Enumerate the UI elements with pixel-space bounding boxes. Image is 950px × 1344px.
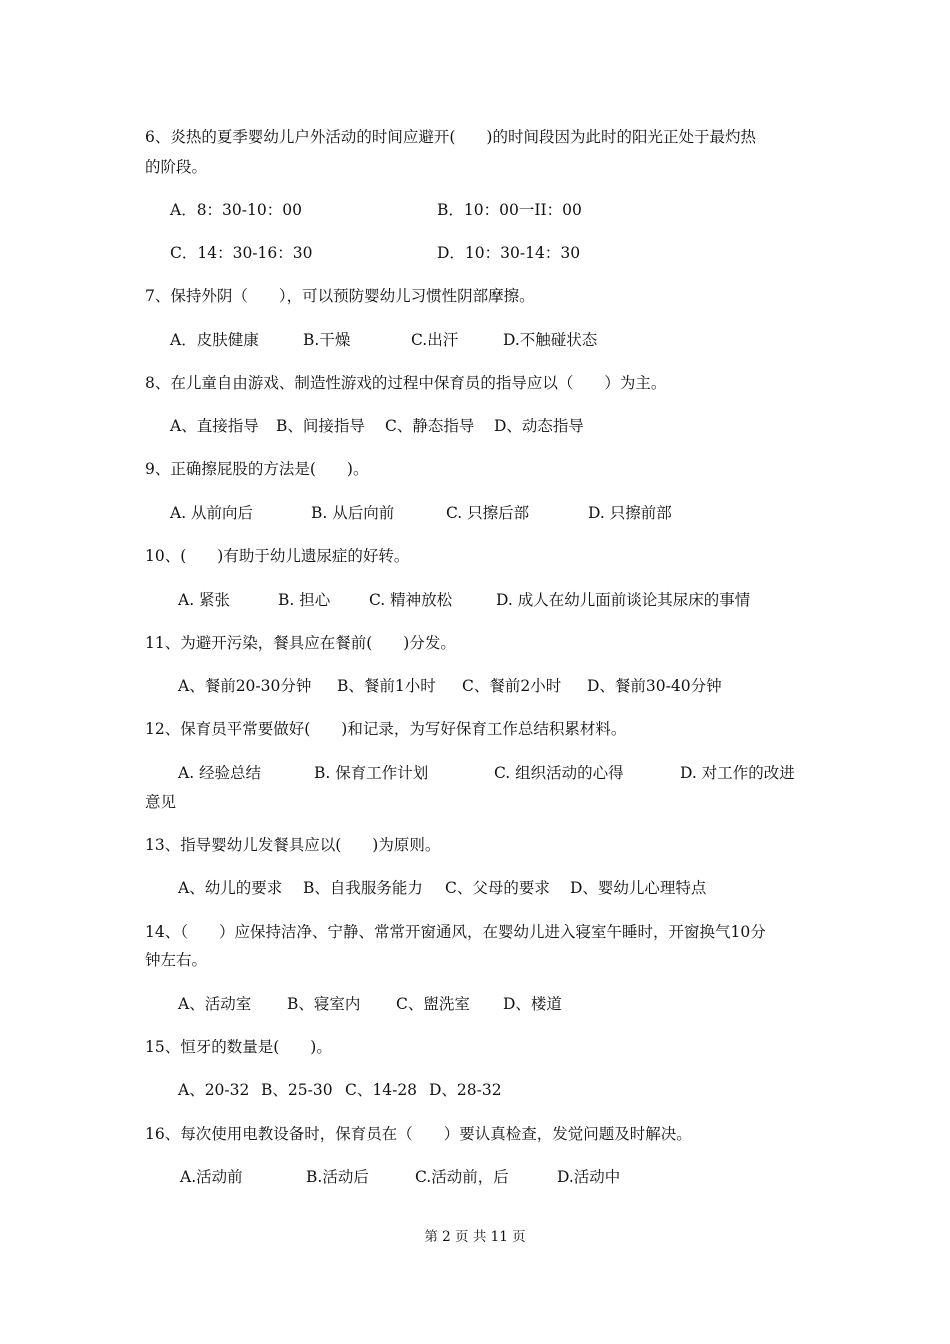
question-14-option-c: C、盥洗室 (396, 995, 470, 1013)
page-number-footer: 第 2 页 共 11 页 (424, 1229, 526, 1245)
question-15-option-c: C、14-28 (345, 1081, 418, 1099)
question-16-option-a: A.活动前 (180, 1168, 243, 1186)
question-11-option-b: B、餐前1小时 (337, 677, 436, 695)
question-8-option-c: C、静态指导 (385, 417, 475, 435)
question-12-option-c: C. 组织活动的心得 (494, 764, 624, 782)
question-8-option-b: B、间接指导 (276, 417, 365, 435)
question-6-stem: 6、炎热的夏季婴幼儿户外活动的时间应避开( )的时间段因为此时的阳光正处于最灼热 (145, 128, 756, 146)
question-13-option-c: C、父母的要求 (445, 879, 550, 897)
question-14-stem-continued: 钟左右。 (145, 951, 208, 969)
question-12-stem: 12、保育员平常要做好( )和记录，为写好保育工作总结积累材料。 (145, 720, 627, 738)
question-9-stem: 9、正确擦屁股的方法是( )。 (145, 460, 369, 478)
question-11-option-a: A、餐前20-30分钟 (178, 677, 312, 695)
question-16-option-b: B.活动后 (306, 1168, 369, 1186)
question-7-option-b: B.干燥 (303, 331, 351, 349)
question-6-option-d: D．10：30-14：30 (437, 244, 581, 262)
question-10-option-d: D. 成人在幼儿面前谈论其尿床的事情 (496, 591, 751, 609)
question-15-option-b: B、25-30 (261, 1081, 333, 1099)
question-7-option-a: A．皮肤健康 (170, 331, 259, 349)
question-10-option-a: A. 紧张 (178, 591, 231, 609)
question-15-stem: 15、恒牙的数量是( )。 (145, 1038, 332, 1056)
question-6-stem-continued: 的阶段。 (145, 158, 208, 176)
question-10-stem: 10、( )有助于幼儿遗尿症的好转。 (145, 547, 410, 565)
question-16-stem: 16、每次使用电教设备时，保育员在（ ）要认真检查，发觉问题及时解决。 (145, 1125, 692, 1143)
question-14-option-b: B、寝室内 (287, 995, 361, 1013)
question-10-option-c: C. 精神放松 (369, 591, 453, 609)
question-16-option-c: C.活动前，后 (415, 1168, 509, 1186)
question-11-stem: 11、为避开污染，餐具应在餐前( )分发。 (145, 634, 456, 652)
question-15-option-a: A、20-32 (178, 1081, 250, 1099)
question-13-option-a: A、幼儿的要求 (178, 879, 283, 897)
question-12-option-b: B. 保育工作计划 (314, 764, 429, 782)
question-7-option-d: D.不触碰状态 (503, 331, 598, 349)
question-6-option-c: C．14：30-16：30 (170, 244, 313, 262)
question-9-option-c: C. 只擦后部 (446, 504, 530, 522)
question-10-option-b: B. 担心 (278, 591, 331, 609)
question-14-option-a: A、活动室 (178, 995, 252, 1013)
question-12-option-a: A. 经验总结 (178, 764, 262, 782)
question-13-stem: 13、指导婴幼儿发餐具应以( )为原则。 (145, 836, 441, 854)
question-15-option-d: D、28-32 (429, 1081, 502, 1099)
question-9-option-a: A. 从前向后 (170, 504, 254, 522)
question-11-option-d: D、餐前30-40分钟 (587, 677, 722, 695)
question-8-option-d: D、动态指导 (494, 417, 584, 435)
question-7-option-c: C.出汗 (411, 331, 459, 349)
question-8-stem: 8、在儿童自由游戏、制造性游戏的过程中保育员的指导应以（ ）为主。 (145, 374, 667, 392)
question-14-option-d: D、楼道 (503, 995, 562, 1013)
question-13-option-b: B、自我服务能力 (303, 879, 423, 897)
question-6-option-a: A．8：30-10：00 (170, 201, 302, 219)
question-8-option-a: A、直接指导 (170, 417, 259, 435)
question-9-option-b: B. 从后向前 (311, 504, 395, 522)
question-12-option-d: D. 对工作的改进 (680, 764, 795, 782)
question-13-option-d: D、婴幼儿心理特点 (570, 879, 707, 897)
question-14-stem: 14、（ ）应保持洁净、宁静、常常开窗通风，在婴幼儿进入寝室午睡时，开窗换气10分 (145, 923, 766, 941)
question-12-option-d-continued: 意见 (145, 793, 177, 811)
question-6-option-b: B．10：00一II：00 (437, 201, 582, 219)
question-16-option-d: D.活动中 (557, 1168, 621, 1186)
question-11-option-c: C、餐前2小时 (462, 677, 562, 695)
question-9-option-d: D. 只擦前部 (588, 504, 672, 522)
question-7-stem: 7、保持外阴（ ），可以预防婴幼儿习惯性阴部摩擦。 (145, 287, 535, 305)
